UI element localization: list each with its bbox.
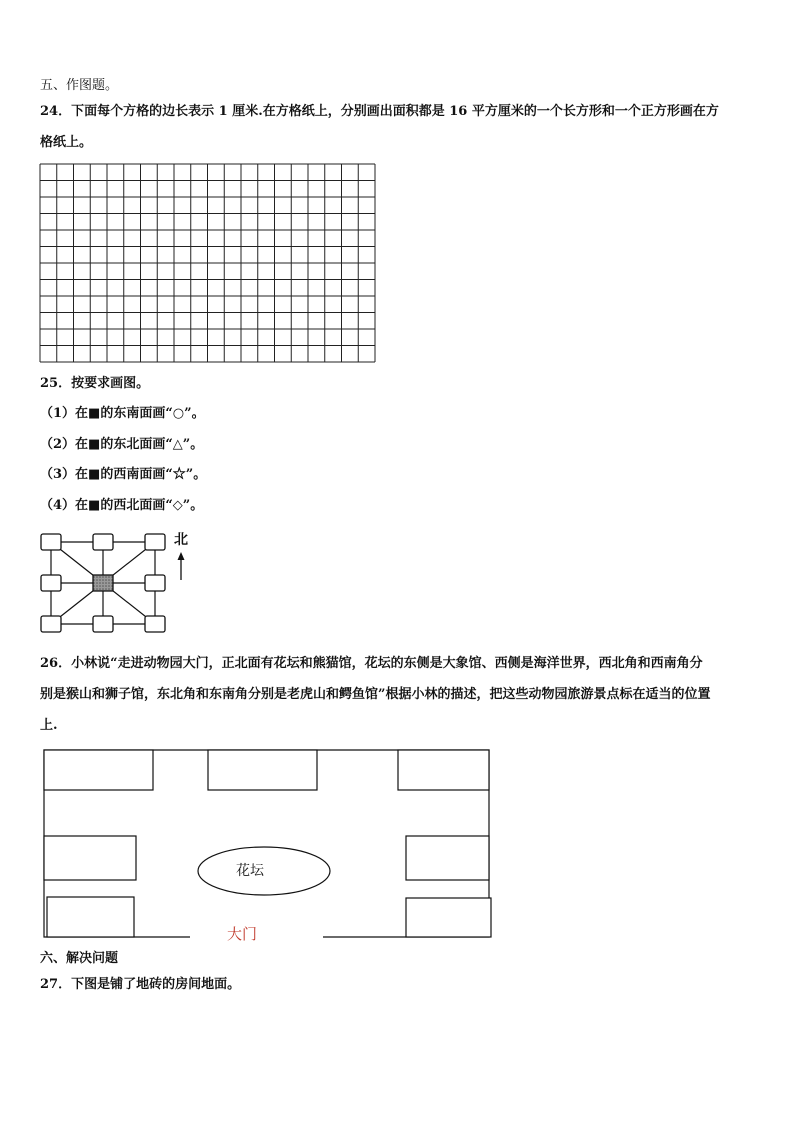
- q25-item-2: （2）在■的东北面画“△”。: [40, 437, 204, 452]
- q24-text-line1: 24．下面每个方格的边长表示 1 厘米.在方格纸上，分别画出面积都是 16 平方厘米的一个长方形和一个正方形画在方: [40, 104, 719, 119]
- q27-title: 27．下图是铺了地砖的房间地面。: [40, 977, 241, 992]
- flower-bed: [198, 847, 330, 895]
- section-title-5: 五、作图题。: [40, 78, 119, 93]
- q26-text-line2: 别是猴山和狮子馆，东北角和东南角分别是老虎山和鳄鱼馆”根据小林的描述，把这些动物园旅游景点标在适当的位置: [40, 687, 711, 702]
- north-label: 北: [174, 532, 188, 548]
- q25-item-4: （4）在■的西北面画“◇”。: [40, 498, 204, 513]
- zoo-slot-west: [44, 836, 136, 880]
- zoo-slot-north: [208, 750, 317, 790]
- zoo-slot-east: [406, 836, 489, 880]
- section-title-6: 六、解决问题: [40, 951, 119, 966]
- zoo-slot-northwest: [44, 750, 153, 790]
- flower-bed-label: 花坛: [236, 863, 264, 879]
- q26-text-line3: 上.: [40, 718, 58, 733]
- zoo-slot-southeast: [406, 898, 491, 937]
- zoo-slot-northeast: [398, 750, 489, 790]
- q25-item-3: （3）在■的西南面画“☆”。: [40, 467, 207, 482]
- zoo-slot-southwest: [47, 897, 134, 937]
- q24-text-line2: 格纸上。: [40, 135, 93, 150]
- q25-title: 25．按要求画图。: [40, 376, 150, 391]
- q25-item-1: （1）在■的东南面画“○”。: [40, 406, 205, 421]
- q26-text-line1: 26．小林说“走进动物园大门，正北面有花坛和熊猫馆，花坛的东侧是大象馆、西侧是海洋世界，西北角和西南角分: [40, 656, 703, 671]
- gate-label: 大门: [227, 925, 258, 943]
